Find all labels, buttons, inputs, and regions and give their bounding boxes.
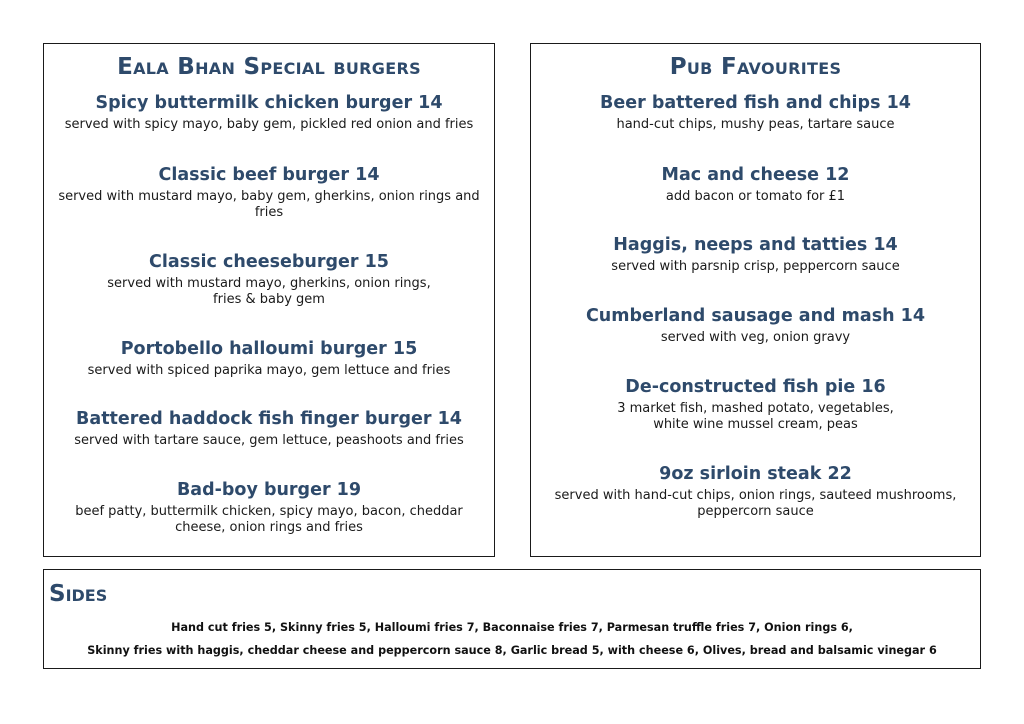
menu-item (44, 338, 494, 379)
menu-item (531, 234, 980, 275)
menu-item (531, 164, 980, 205)
menu-item (531, 376, 980, 433)
burgers-section (43, 43, 495, 557)
menu-item (44, 92, 494, 133)
menu-item-name: Battered haddock fish finger burger 14 (76, 409, 462, 429)
sides-section (43, 569, 981, 669)
menu-item-description: served with mustard mayo, gherkins, onion rings, fries & baby gem (107, 276, 431, 307)
menu-item-name: 9oz sirloin steak 22 (659, 464, 852, 484)
menu-item-name: Bad-boy burger 19 (176, 480, 362, 500)
menu-item-description: served with hand-cut chips, onion rings, sauteed mushrooms, peppercorn sauce (554, 488, 957, 519)
sides-section-title: Sides (49, 581, 108, 607)
menu-item-description: hand-cut chips, mushy peas, tartare sauce (616, 117, 895, 132)
menu-item-description: served with spiced paprika mayo, gem lettuce and fries (87, 363, 451, 378)
menu-item-name: De-constructed fish pie 16 (625, 377, 886, 397)
menu-item-name: Classic cheeseburger 15 (149, 252, 389, 272)
menu-item-description: add bacon or tomato for £1 (665, 189, 846, 204)
menu-item-description: 3 market fish, mashed potato, vegetables, white wine mussel cream, peas (617, 401, 894, 432)
menu-item (531, 305, 980, 346)
menu-item (44, 251, 494, 308)
sides-list-line-2: Skinny fries with haggis, cheddar cheese and peppercorn sauce 8, Garlic bread 5, with cheese 6, Olives, bread and balsamic vinegar 6 (87, 644, 937, 657)
menu-item-description: served with veg, onion gravy (660, 330, 851, 345)
menu-item-name: Portobello halloumi burger 15 (120, 339, 418, 359)
menu-item (44, 479, 494, 536)
menu-item-description: served with mustard mayo, baby gem, gherkins, onion rings and fries (58, 189, 480, 220)
menu-item-name: Beer battered fish and chips 14 (600, 93, 911, 113)
pub-favourites-section-title: Pub Favourites (669, 54, 842, 80)
menu-item (531, 92, 980, 133)
menu-item-description: beef patty, buttermilk chicken, spicy mayo, bacon, cheddar cheese, onion rings and fries (75, 504, 463, 535)
pub-favourites-section (530, 43, 981, 557)
menu-item-description: served with parsnip crisp, peppercorn sauce (611, 259, 900, 274)
menu-item-description: served with spicy mayo, baby gem, pickled red onion and fries (64, 117, 474, 132)
menu-item-name: Haggis, neeps and tatties 14 (613, 235, 898, 255)
menu-item (44, 408, 494, 449)
menu-item (531, 463, 980, 520)
burgers-section-title: Eala Bhan Special burgers (117, 54, 421, 80)
menu-item-name: Mac and cheese 12 (661, 165, 850, 185)
menu-item (44, 164, 494, 221)
sides-list-line-1: Hand cut fries 5, Skinny fries 5, Halloumi fries 7, Baconnaise fries 7, Parmesan truffle fries 7, Onion rings 6, (171, 621, 853, 634)
menu-item-description: served with tartare sauce, gem lettuce, peashoots and fries (74, 433, 464, 448)
menu-item-name: Cumberland sausage and mash 14 (585, 306, 926, 326)
menu-item-name: Spicy buttermilk chicken burger 14 (95, 93, 443, 113)
menu-item-name: Classic beef burger 14 (158, 165, 380, 185)
